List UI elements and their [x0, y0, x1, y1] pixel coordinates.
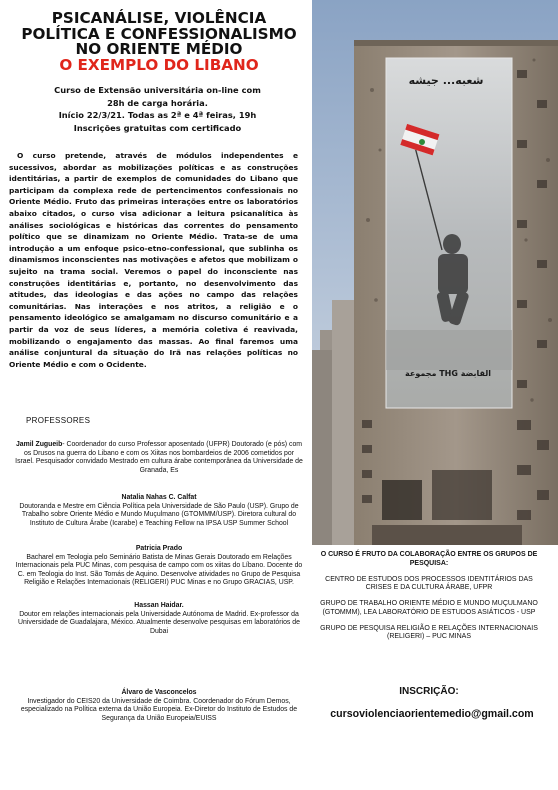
- professor-entry: [14, 689, 304, 723]
- professor-bio: - Coordenador do curso Professor aposentado (UFPR) Doutorado (e pós) com os Drusos na guerra do Libano e com os Xiitas nos bombardeios de 2006 cometidos por Israel. Pesquisador convidado Mestrado em cultura árabe contemporânea da Universidade de Granada, Es: [15, 441, 303, 474]
- registration-label: INSCRIÇÃO:: [399, 686, 459, 697]
- course-info: [20, 84, 295, 134]
- professor-name: Natalia Nahas C. Calfat: [121, 494, 197, 501]
- professor-bio: Investigador do CEIS20 da Universidade de Coimbra. Coordenador do Fórum Demos, especializado na Política externa da União Europeia. Ex-Diretor do Instituto de Estudos de Segurança da União Europeia/EUISS: [20, 697, 298, 722]
- research-group: GRUPO DE PESQUISA RELIGIÃO E RELAÇÕES INTERNACIONAIS (RELIGERI) – PUC MINAS: [320, 624, 538, 641]
- course-info-line-3: Início 22/3/21. Todas as 2ª e 4ª feiras, 19h: [58, 110, 257, 120]
- title-line-1: PSICANÁLISE, VIOLÊNCIA: [51, 9, 267, 27]
- professor-bio: Bacharel em Teologia pelo Seminário Batista de Minas Gerais Doutorado em Relações Internacionais pela PUC Minas, com pesquisa de campo com os xiitas do Líbano. Docente do C. em Teologia do Inst. São Tomás de Aquino. Desenvolve atividades no Grupo de Pesquisa Religião e Relações Internacionais (RELIGERI) PUC Minas e no Grupo GRACIAS, USP.: [15, 553, 303, 586]
- professor-entry: [14, 441, 304, 475]
- professor-entry: [14, 545, 304, 588]
- course-info-line-4: Inscrições gratuitas com certificado: [73, 122, 242, 133]
- professor-bio: Doutoranda e Mestre em Ciência Política pela Universidade de São Paulo (USP). Grupo de Trabalho sobre Oriente Médio e Mundo Muçulmano (GTOMMM/USP). Diretora cultural do Instituto de Cultura Árabe (Icarabe) e Teaching Fellow na IPSA USP Summer School: [19, 502, 299, 527]
- title-line-2: POLÍTICA E CONFESSIONALISMO: [21, 24, 297, 43]
- professor-entry: [14, 602, 304, 636]
- description-paragraph: O curso pretende, através de módulos independentes e sucessivos, abordar as mobilizações políticas e as construções identitárias, a partir de exemplos de comunidades do Libano que participam da complexa rede de pertencimentos confessionais no Oriente Médio. Fruto das primeiras interações entre os laboratórios abaixo citados, o curso visa adicionar a leitura psicanalítica às análises sociológicas e históricas das correntes do pensamento político que se dinamizam no Oriente Médio. Trata-se de uma introdução a um enfoque psico-etno-confessional, que sublinha os dinamismos inconscientes nas motivações e afetos que mobilizam o sujeito na trama social. Veremos o papel do inconsciente nas construções identitárias e, portanto, no desenvolvimento das atitudes, das ideologias e das ações no campo das relações comunitárias. Nas interações e nos atritos, a religião e o pensamento ideológico se amalgamam no discurso comunitário e a partir da voz de seus líderes, a memória coletiva é reavivada, mobilizando o engajamento das massas. Ao final faremos uma análise conjuntural da situação do Irã nas relações políticas no Oriente Médio e com o Ocidente.: [9, 151, 298, 369]
- professor-name: Patricia Prado: [135, 545, 183, 552]
- professors-heading: PROFESSORES: [26, 416, 91, 425]
- professor-name: Hassan Haidar.: [134, 602, 184, 609]
- professor-name: Álvaro de Vasconcelos: [121, 689, 197, 696]
- registration-email-link[interactable]: cursoviolenciaorientemedio@gmail.com: [330, 708, 534, 720]
- research-group: CENTRO DE ESTUDOS DOS PROCESSOS IDENTITÁRIOS DAS CRISES E DA CULTURA ÁRABE, UFPR: [325, 576, 533, 592]
- professor-name: Jamil Zugueib: [15, 441, 63, 448]
- collaboration-block: [318, 551, 540, 641]
- course-info-line-1: Curso de Extensão universitária on-line com: [54, 85, 261, 95]
- course-info-line-2: 28h de carga horária.: [107, 97, 208, 108]
- professor-entry: [14, 494, 304, 528]
- title-subtitle: O EXEMPLO DO LIBANO: [59, 55, 259, 74]
- banner-arabic-slogan: شعبه... جيشه: [408, 74, 484, 87]
- flyer-title: [10, 11, 308, 73]
- research-group: GRUPO DE TRABALHO ORIENTE MÉDIO E MUNDO MUÇULMANO (GTOMMM), LEA LABORATÓRIO DE ESTUDOS ASIÁTICOS - USP: [320, 600, 538, 616]
- banner-brand-logo: مجموعة THG القابضة: [405, 369, 491, 378]
- professor-bio: Doutor em relações internacionais pela Universidade Autónoma de Madrid. Ex-professor da Universidade de Guadalajara, México. Atualmente desenvolve pesquisas em laboratórios de Dubai: [18, 610, 300, 635]
- collaboration-title: O CURSO É FRUTO DA COLABORAÇÃO ENTRE OS GRUPOS DE PESQUISA:: [320, 551, 538, 567]
- title-line-3: NO ORIENTE MÉDIO: [75, 40, 243, 58]
- course-description: [9, 150, 298, 370]
